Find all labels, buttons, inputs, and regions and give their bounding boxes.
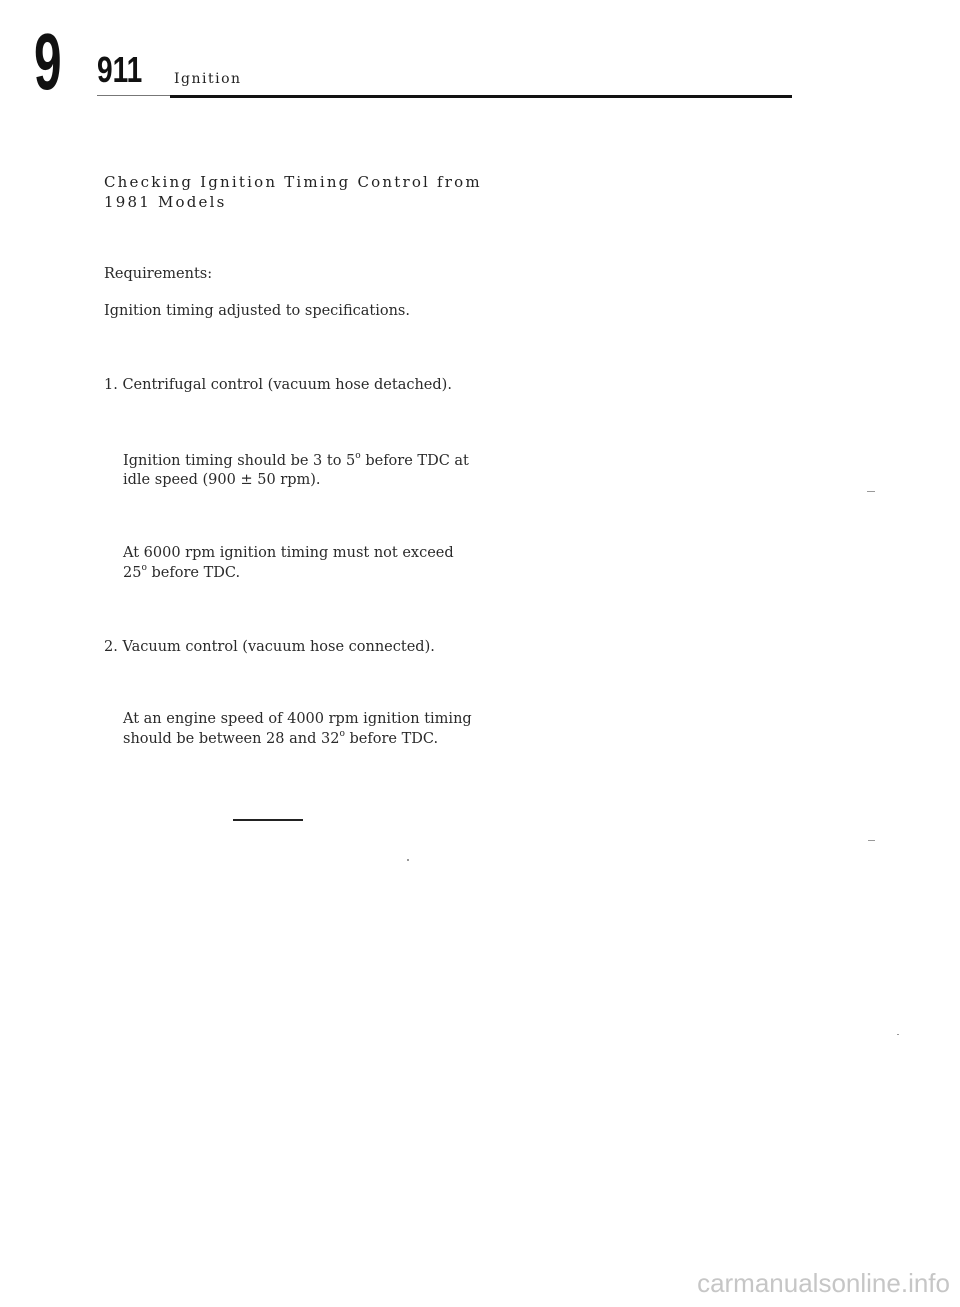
step2-para-text-a: should be between 28 and 32 [123, 731, 340, 747]
step1-para2-text-b: before TDC. [146, 565, 241, 581]
step2-para-line2 [123, 729, 438, 750]
scan-speck [868, 840, 875, 841]
requirements-text: Ignition timing adjusted to specifications. [104, 303, 410, 319]
scan-speck [867, 491, 875, 492]
step1-para1-text-a: Ignition timing should be 3 to 5 [123, 453, 356, 469]
step1-para1-line2: idle speed (900 ± 50 rpm). [123, 472, 321, 488]
degree-sign: o [141, 563, 147, 573]
header-rule [170, 95, 792, 98]
scan-speck [407, 859, 409, 861]
section-number: 9 [34, 17, 62, 106]
page-title-line2: 1981 Models [104, 193, 227, 211]
step1-para1-line1 [123, 451, 469, 472]
step2-heading: 2. Vacuum control (vacuum hose connected). [104, 639, 435, 655]
model-label: 911 [97, 49, 143, 90]
scan-speck [897, 1034, 899, 1035]
step2-para-text-b: before TDC. [344, 731, 439, 747]
step1-para1-text-b: before TDC at [360, 453, 469, 469]
step1-para2-line2 [123, 563, 240, 584]
chapter-label: Ignition [174, 71, 242, 87]
requirements-label: Requirements: [104, 266, 213, 282]
step1-para2-line1: At 6000 rpm ignition timing must not exceed [123, 545, 454, 561]
step1-heading: 1. Centrifugal control (vacuum hose detached). [104, 377, 452, 393]
page-title-line1: Checking Ignition Timing Control from [104, 173, 482, 191]
degree-sign: o [339, 729, 345, 739]
step1-para2-text-a: 25 [123, 565, 142, 581]
header-rule-thin [97, 95, 170, 96]
degree-sign: o [355, 451, 361, 461]
watermark: carmanualsonline.info [697, 1268, 950, 1298]
step2-para-line1: At an engine speed of 4000 rpm ignition timing [123, 711, 472, 727]
footer-rule [233, 819, 303, 821]
